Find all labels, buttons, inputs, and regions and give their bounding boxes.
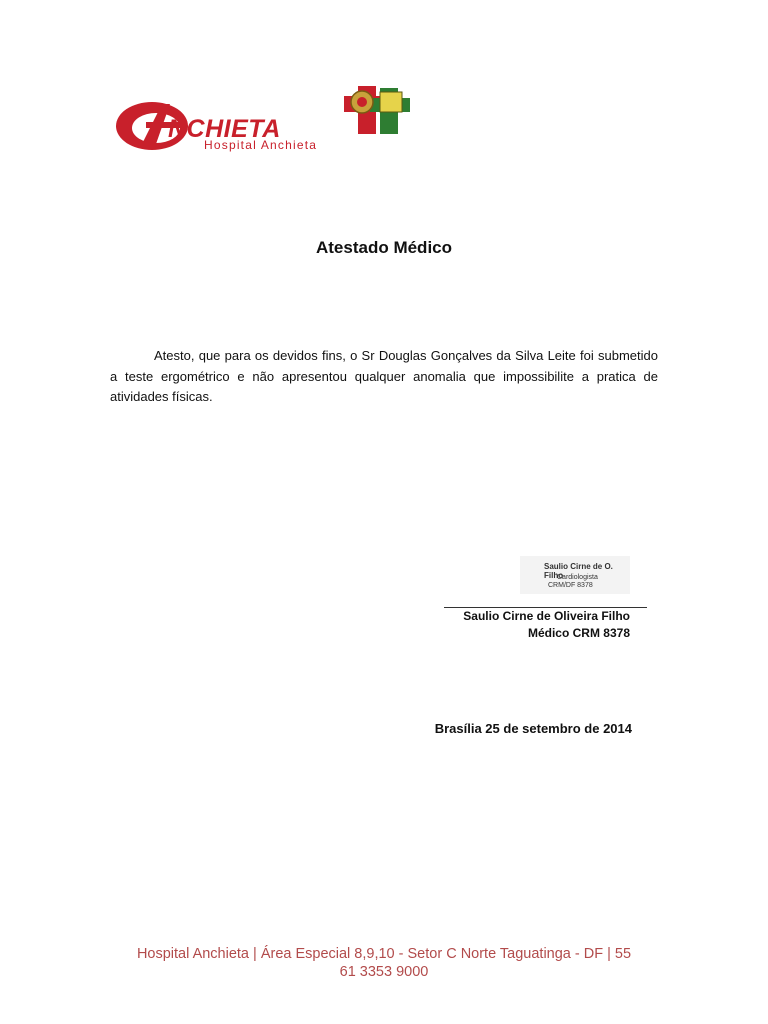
certificate-body: Atesto, que para os devidos fins, o Sr Douglas Gonçalves da Silva Leite foi submetido a teste ergométrico e não apresentou qualquer anomalia que impossibilite a pratica de atividades físicas. <box>110 348 658 404</box>
stamp-name: Saulio Cirne de O. Filho <box>544 562 613 580</box>
stamp-specialty: Cardiologista <box>557 574 598 581</box>
logo-subtitle: Hospital Anchieta <box>204 138 318 152</box>
stamp-crm: CRM/DF 8378 <box>548 582 593 589</box>
signature-stamp <box>520 556 630 594</box>
signature-line <box>444 607 647 608</box>
footer-line-2: 61 3353 9000 <box>339 964 429 980</box>
hospital-logo <box>112 82 412 154</box>
place-and-date: Brasília 25 de setembro de 2014 <box>434 721 632 736</box>
footer-address <box>100 945 668 981</box>
document-title: Atestado Médico <box>315 238 453 257</box>
doctor-crm: Médico CRM 8378 <box>527 626 630 640</box>
footer-line-1: Hospital Anchieta | Área Especial 8,9,10 - Setor C Norte Taguatinga - DF | 55 <box>136 946 632 962</box>
logo-wordmark: NCHIETA <box>168 115 281 143</box>
doctor-name: Saulio Cirne de Oliveira Filho <box>463 609 630 623</box>
